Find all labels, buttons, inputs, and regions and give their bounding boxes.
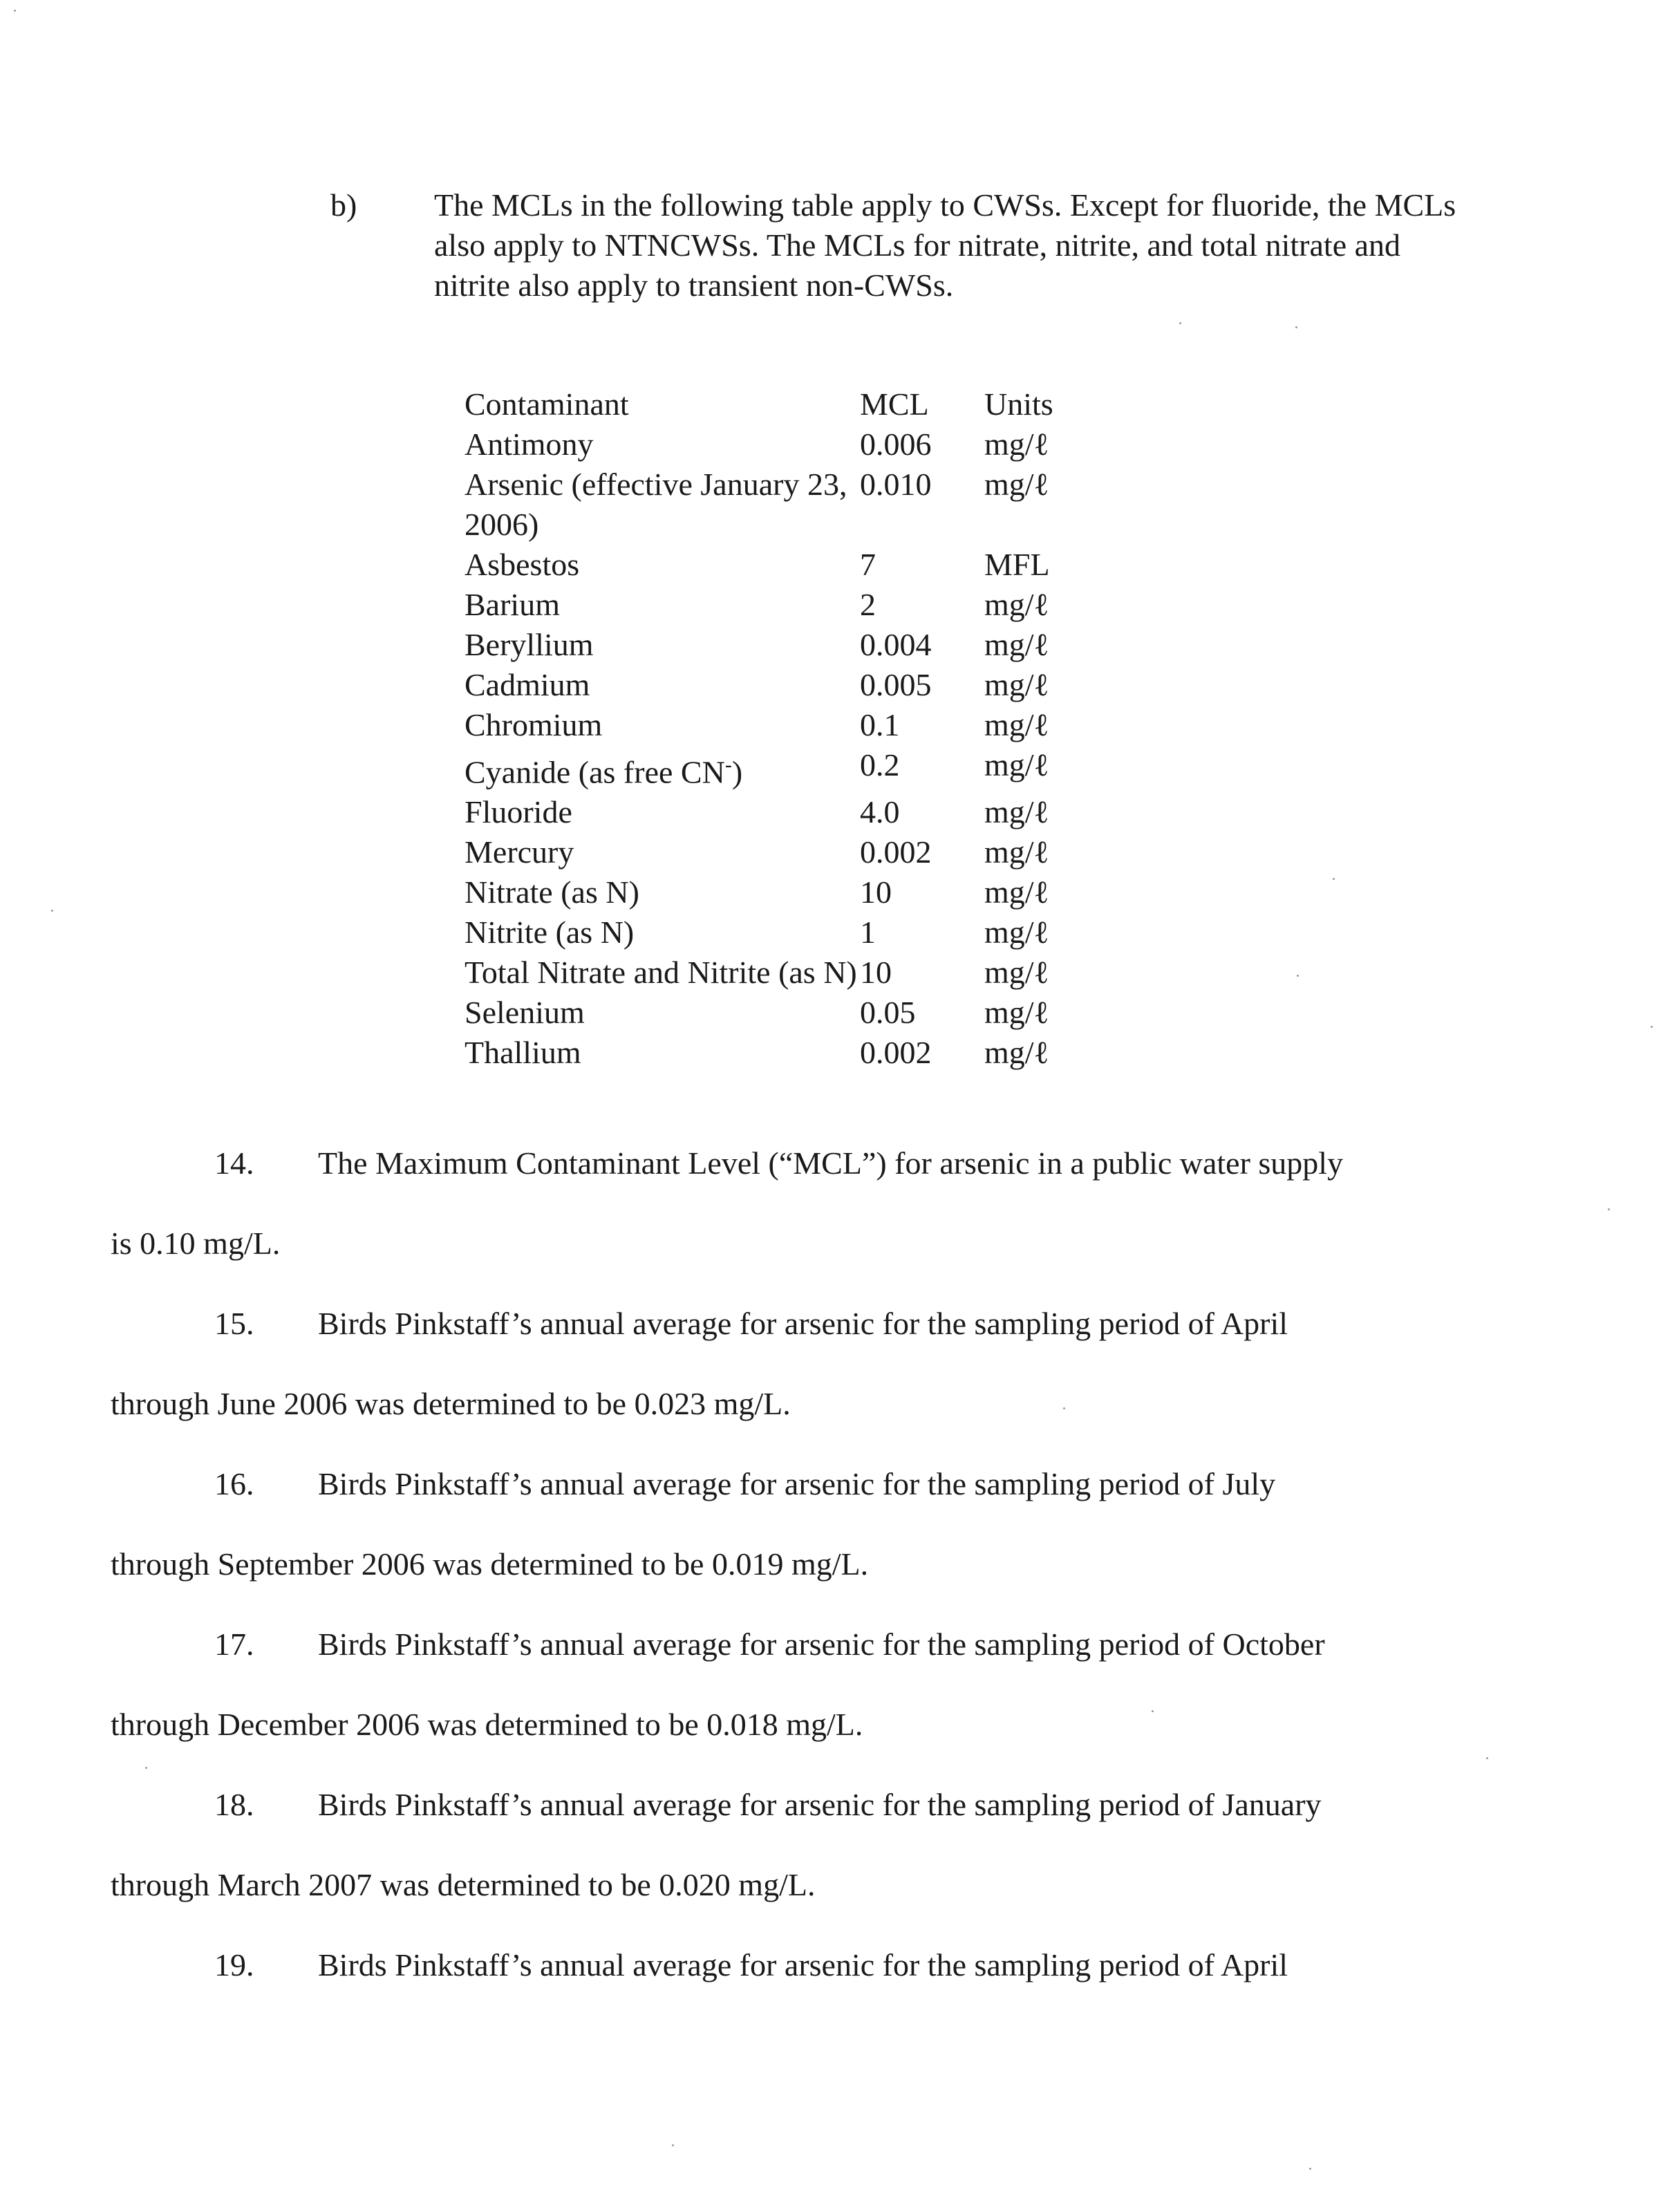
table-row	[465, 993, 1095, 1033]
paragraph-text: Birds Pinkstaff’s annual average for arsenic for the sampling period of July	[318, 1466, 1276, 1501]
mcl-cell: 0.002	[860, 834, 932, 870]
contaminant-cell: Nitrate (as N)	[465, 874, 639, 910]
paragraph-number: 17.	[214, 1627, 254, 1662]
contaminant-cell: Cadmium	[465, 667, 590, 702]
units-cell: mg/ℓ	[984, 467, 1049, 502]
mcl-cell: 0.1	[860, 707, 900, 742]
table-row	[465, 912, 1095, 953]
scan-speck	[1297, 975, 1299, 977]
header-mcl: MCL	[860, 386, 929, 422]
contaminant-cell: Chromium	[465, 707, 603, 742]
scan-speck	[1486, 1757, 1488, 1759]
units-cell: mg/ℓ	[984, 834, 1049, 870]
units-cell: mg/ℓ	[984, 874, 1049, 910]
superscript-minus: -	[724, 753, 732, 776]
scan-speck	[1063, 1407, 1065, 1409]
paragraph-number: 16.	[214, 1466, 254, 1501]
paragraph-number: 18.	[214, 1787, 254, 1822]
paragraph-first-line	[214, 1785, 1322, 1825]
units-cell: mg/ℓ	[984, 427, 1049, 462]
units-cell: mg/ℓ	[984, 955, 1049, 991]
table-body	[465, 424, 1095, 1073]
mcl-cell: 0.002	[860, 1035, 932, 1071]
contaminant-cell: Nitrite (as N)	[465, 915, 635, 950]
contaminant-cell: Thallium	[465, 1035, 581, 1071]
contaminant-cell: Cyanide (as free CN-)	[465, 753, 743, 790]
paragraph-number: 14.	[214, 1145, 254, 1181]
units-cell: mg/ℓ	[984, 587, 1049, 622]
mcl-cell: 4.0	[860, 794, 900, 830]
paragraph-text: Birds Pinkstaff’s annual average for arsenic for the sampling period of October	[318, 1627, 1325, 1662]
paragraph-first-line	[214, 1143, 1343, 1183]
paragraph-continuation: through March 2007 was determined to be 0.020 mg/L.	[111, 1867, 816, 1902]
table-header-row	[465, 384, 1095, 424]
paragraph-first-line	[214, 1304, 1288, 1344]
contaminant-cell: Mercury	[465, 834, 574, 870]
contaminant-cell: Asbestos	[465, 547, 580, 582]
paragraph-text: The Maximum Contaminant Level (“MCL”) for arsenic in a public water supply	[318, 1145, 1344, 1181]
table-row	[465, 1033, 1095, 1073]
paragraph-number: 15.	[214, 1306, 254, 1341]
mcl-cell: 0.005	[860, 667, 932, 702]
units-cell: mg/ℓ	[984, 794, 1049, 830]
table-row	[465, 585, 1095, 625]
mcl-cell: 10	[860, 955, 892, 991]
table-row	[465, 705, 1095, 745]
scan-speck	[1608, 1208, 1610, 1210]
contaminant-cell: Fluoride	[465, 794, 572, 830]
table-row	[465, 665, 1095, 705]
paragraph-continuation: through September 2006 was determined to be 0.019 mg/L.	[111, 1546, 869, 1582]
subsection-label: b)	[330, 187, 357, 223]
mcl-cell: 7	[860, 547, 876, 582]
table-row	[465, 792, 1095, 832]
table-row	[465, 465, 1095, 545]
scan-speck	[1651, 1026, 1653, 1028]
paragraph-first-line	[214, 1945, 1288, 1985]
table-row	[465, 745, 1095, 792]
table-row	[465, 832, 1095, 872]
scan-speck	[14, 10, 16, 12]
units-cell: mg/ℓ	[984, 707, 1049, 742]
mcl-cell: 0.006	[860, 427, 932, 462]
scan-speck	[1295, 326, 1297, 328]
units-cell: mg/ℓ	[984, 1035, 1049, 1071]
mcl-cell: 2	[860, 587, 876, 622]
mcl-cell: 1	[860, 915, 876, 950]
units-cell: mg/ℓ	[984, 995, 1049, 1031]
table-row	[465, 953, 1095, 993]
contaminant-cell: Antimony	[465, 427, 594, 462]
contaminant-cell: Beryllium	[465, 627, 594, 662]
table-row	[465, 424, 1095, 465]
mcl-cell: 0.2	[860, 747, 900, 782]
scan-speck	[1333, 878, 1335, 880]
mcl-cell: 0.004	[860, 627, 932, 662]
paragraph-continuation: is 0.10 mg/L.	[111, 1226, 281, 1261]
contaminant-cell: Total Nitrate and Nitrite (as N)	[465, 955, 857, 991]
scan-speck	[672, 2144, 674, 2146]
paragraph-first-line	[214, 1624, 1325, 1665]
mcl-cell: 0.010	[860, 467, 932, 502]
table-row	[465, 872, 1095, 912]
table-row	[465, 625, 1095, 665]
paragraph-text: Birds Pinkstaff’s annual average for arsenic for the sampling period of April	[318, 1306, 1288, 1341]
paragraph-continuation: through December 2006 was determined to be 0.018 mg/L.	[111, 1707, 863, 1742]
table-row	[465, 545, 1095, 585]
contaminant-cell: Arsenic (effective January 23, 2006)	[465, 467, 847, 542]
scan-speck	[1179, 322, 1181, 324]
header-units: Units	[984, 386, 1053, 422]
scan-speck	[51, 910, 53, 912]
contaminant-cell: Barium	[465, 587, 560, 622]
mcl-table	[465, 384, 1095, 1073]
scan-speck	[1309, 2168, 1311, 2170]
units-cell: mg/ℓ	[984, 667, 1049, 702]
header-contaminant: Contaminant	[465, 386, 629, 422]
paragraph-continuation: through June 2006 was determined to be 0.023 mg/L.	[111, 1386, 791, 1421]
units-cell: mg/ℓ	[984, 915, 1049, 950]
paragraph-text: Birds Pinkstaff’s annual average for arsenic for the sampling period of April	[318, 1947, 1288, 1983]
paragraph-number: 19.	[214, 1947, 254, 1983]
scan-speck	[145, 1767, 147, 1769]
units-cell: mg/ℓ	[984, 627, 1049, 662]
units-cell: mg/ℓ	[984, 747, 1049, 782]
units-cell: MFL	[984, 547, 1050, 582]
mcl-cell: 10	[860, 874, 892, 910]
paragraph-first-line	[214, 1464, 1275, 1504]
scan-speck	[1152, 1710, 1154, 1712]
subsection-text: The MCLs in the following table apply to CWSs. Except for fluoride, the MCLs also apply to NTNCWSs. The MCLs for nitrate, nitrite, and total nitrate and nitrite also apply to transient non-CWSs.	[434, 187, 1456, 303]
paragraph-text: Birds Pinkstaff’s annual average for arsenic for the sampling period of January	[318, 1787, 1322, 1822]
contaminant-cell: Selenium	[465, 995, 585, 1031]
mcl-cell: 0.05	[860, 995, 916, 1031]
